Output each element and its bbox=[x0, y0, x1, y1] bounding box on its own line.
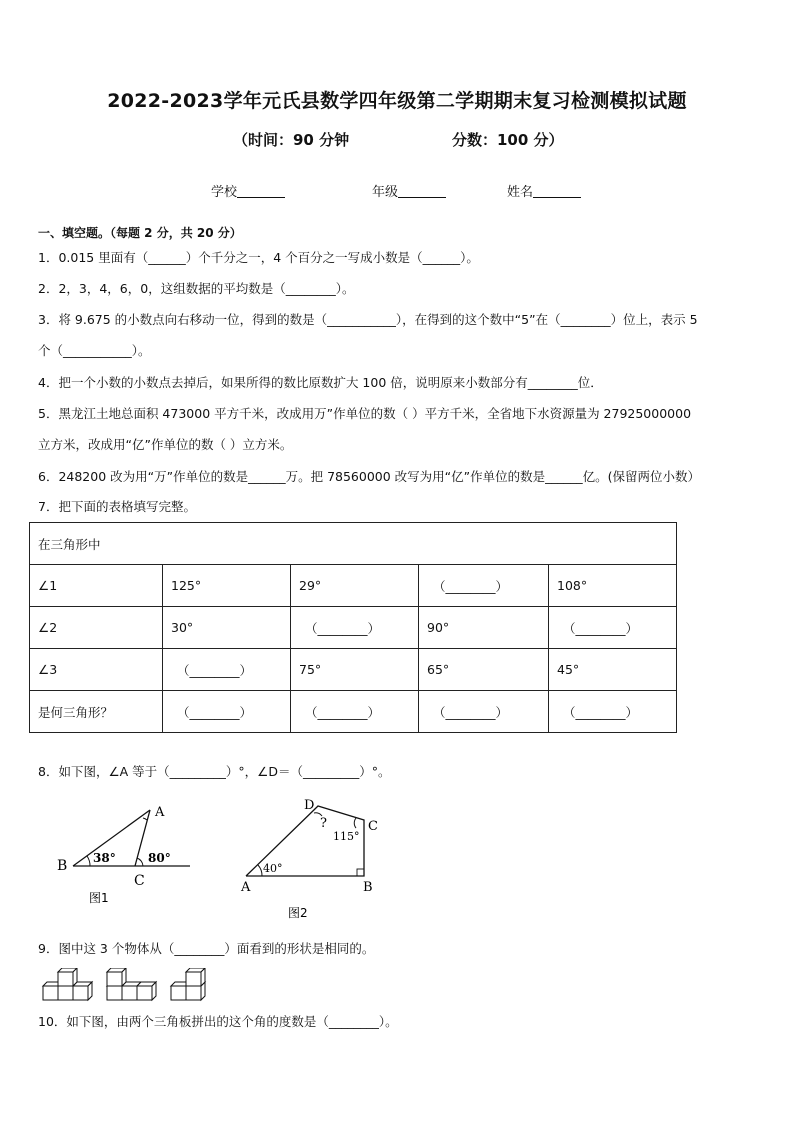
table-cell: 90° bbox=[419, 607, 549, 649]
table-cell: 75° bbox=[291, 649, 419, 691]
cube-object-2 bbox=[107, 968, 156, 1000]
question-3: 3．将 9.675 的小数点向右移动一位，得到的数是（___________），在得到的这个数中“5”在（________）位上，表示 5 bbox=[38, 312, 698, 327]
section-heading: 一、填空题。（每题 2 分，共 20 分） bbox=[38, 226, 242, 240]
fig1-angle-c: 80° bbox=[148, 851, 171, 865]
table-cell-blank[interactable]: （________） bbox=[549, 607, 677, 649]
name-field bbox=[507, 181, 581, 200]
name-blank[interactable] bbox=[533, 185, 581, 198]
question-3-cont: 个（___________）。 bbox=[38, 343, 151, 358]
question-1: 1．0.015 里面有（______）个千分之一，4 个百分之一写成小数是（______）。 bbox=[38, 250, 479, 265]
cube-object-1 bbox=[43, 968, 92, 1000]
fig2-angle-a: 40° bbox=[263, 862, 283, 875]
cube-object-3 bbox=[171, 968, 205, 1000]
fig2-angle-c: 115° bbox=[333, 830, 360, 843]
fig2-caption: 图2 bbox=[288, 906, 308, 920]
question-2: 2．2，3，4，6，0，这组数据的平均数是（________）。 bbox=[38, 281, 355, 296]
fig1-label-b: B bbox=[57, 858, 68, 874]
question-9: 9．图中这 3 个物体从（________）面看到的形状是相同的。 bbox=[38, 941, 375, 956]
question-4: 4．把一个小数的小数点去掉后，如果所得的数比原数扩大 100 倍，说明原来小数部分有________位． bbox=[38, 375, 603, 390]
table-cell: 45° bbox=[549, 649, 677, 691]
fig1-caption: 图1 bbox=[89, 891, 109, 905]
question-8: 8．如下图，∠A 等于（_________）°，∠D＝（_________）°。 bbox=[38, 764, 391, 779]
question-6: 6．248200 改为用“万”作单位的数是______万。把 78560000 改写为用“亿”作单位的数是______亿。(保留两位小数） bbox=[38, 469, 700, 484]
table-cell: 125° bbox=[163, 565, 291, 607]
table-cell: ∠1 bbox=[30, 565, 163, 607]
name-label: 姓名 bbox=[507, 185, 534, 200]
fig1-angle-b: 38° bbox=[93, 851, 116, 865]
school-field bbox=[211, 181, 285, 200]
cube-objects-figure bbox=[40, 968, 220, 1004]
grade-label: 年级 bbox=[372, 185, 399, 200]
table-cell: ∠3 bbox=[30, 649, 163, 691]
table-row bbox=[30, 607, 677, 649]
table-header-cell: 在三角形中 bbox=[30, 523, 677, 565]
fig2-label-a: A bbox=[241, 880, 251, 895]
table-header-row bbox=[30, 523, 677, 565]
table-cell-blank[interactable]: （________） bbox=[163, 691, 291, 733]
triangle-table bbox=[29, 522, 677, 733]
grade-blank[interactable] bbox=[398, 185, 446, 198]
school-blank[interactable] bbox=[237, 185, 285, 198]
table-cell: 29° bbox=[291, 565, 419, 607]
table-cell: 是何三角形？ bbox=[30, 691, 163, 733]
table-cell-blank[interactable]: （________） bbox=[291, 691, 419, 733]
exam-time: （时间：90 分钟 bbox=[233, 131, 350, 149]
figure-1-triangle bbox=[55, 800, 200, 910]
table-cell-blank[interactable]: （________） bbox=[291, 607, 419, 649]
table-cell: ∠2 bbox=[30, 607, 163, 649]
table-cell-blank[interactable]: （________） bbox=[163, 649, 291, 691]
fig1-label-a: A bbox=[155, 805, 165, 820]
table-cell-blank[interactable]: （________） bbox=[549, 691, 677, 733]
exam-score: 分数：100 分） bbox=[452, 131, 564, 149]
table-cell-blank[interactable]: （________） bbox=[419, 565, 549, 607]
table-row bbox=[30, 649, 677, 691]
figure-2-quadrilateral bbox=[236, 792, 396, 922]
fig2-label-d: D bbox=[304, 798, 315, 813]
table-cell: 30° bbox=[163, 607, 291, 649]
question-5-cont: 立方米，改成用“亿”作单位的数（ ）立方米。 bbox=[38, 437, 293, 452]
fig2-label-c: C bbox=[368, 819, 378, 834]
table-row bbox=[30, 691, 677, 733]
school-label: 学校 bbox=[211, 185, 238, 200]
table-cell-blank[interactable]: （________） bbox=[419, 691, 549, 733]
question-5: 5．黑龙江土地总面积 473000 平方千米，改成用万”作单位的数（ ）平方千米，全省地下水资源量为 27925000000 bbox=[38, 406, 692, 421]
fig2-angle-d: ? bbox=[320, 816, 327, 831]
table-cell: 108° bbox=[549, 565, 677, 607]
page-title: 2022-2023学年元氏县数学四年级第二学期期末复习检测模拟试题 bbox=[107, 90, 687, 112]
question-10: 10．如下图，由两个三角板拼出的这个角的度数是（________）。 bbox=[38, 1014, 398, 1029]
grade-field bbox=[372, 181, 446, 200]
question-7: 7．把下面的表格填写完整。 bbox=[38, 499, 196, 514]
table-row bbox=[30, 565, 677, 607]
fig1-label-c: C bbox=[134, 873, 145, 889]
table-cell: 65° bbox=[419, 649, 549, 691]
fig2-label-b: B bbox=[363, 880, 373, 895]
